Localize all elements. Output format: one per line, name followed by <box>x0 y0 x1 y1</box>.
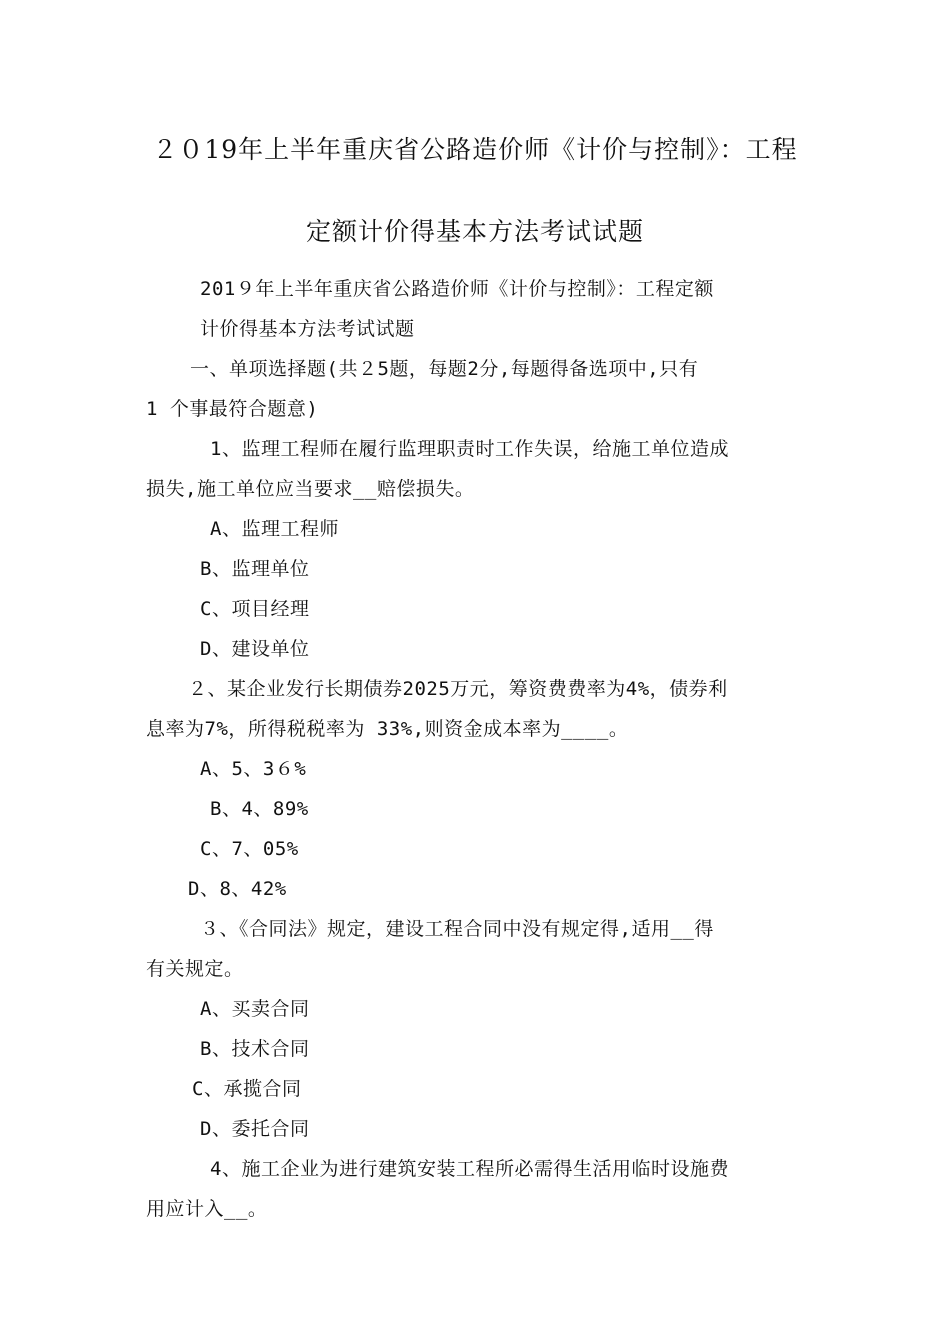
question-3-option-c: C、承揽合同 <box>192 1078 302 1100</box>
subtitle-line-2: 计价得基本方法考试试题 <box>200 318 415 340</box>
question-2-stem-line-1: ２、某企业发行长期债券2025万元，筹资费费率为4%，债券利 <box>188 678 728 700</box>
question-3-option-a: A、买卖合同 <box>200 998 310 1020</box>
question-2-option-b: B、4、89% <box>210 798 309 820</box>
document-title-line-2: 定额计价得基本方法考试试题 <box>305 217 644 246</box>
question-4-stem-line-1: 4、施工企业为进行建筑安装工程所必需得生活用临时设施费 <box>210 1158 729 1180</box>
question-1-stem-line-1: 1、监理工程师在履行监理职责时工作失误，给施工单位造成 <box>210 438 729 460</box>
question-1-option-c: C、项目经理 <box>200 598 310 620</box>
subtitle-line-1: 201９年上半年重庆省公路造价师《计价与控制》：工程定额 <box>200 278 714 300</box>
question-3-option-b: B、技术合同 <box>200 1038 310 1060</box>
section-heading-line-2: 1 个事最符合题意) <box>146 398 319 420</box>
question-2-stem-line-2: 息率为7%，所得税税率为 33%,则资金成本率为____。 <box>146 718 629 740</box>
question-1-option-d: D、建设单位 <box>200 638 310 660</box>
question-1-stem-line-2: 损失,施工单位应当要求__赔偿损失。 <box>146 478 475 500</box>
question-2-option-a: A、5、3６% <box>200 758 307 780</box>
question-1-option-b: B、监理单位 <box>200 558 310 580</box>
question-1-option-a: A、监理工程师 <box>210 518 339 540</box>
question-2-option-d: D、8、42% <box>188 878 287 900</box>
section-heading-line-1: 一、单项选择题(共２5题，每题2分,每题得备选项中,只有 <box>190 358 699 380</box>
question-2-option-c: C、7、05% <box>200 838 299 860</box>
question-3-option-d: D、委托合同 <box>200 1118 310 1140</box>
document-title-line-1: ２０19年上半年重庆省公路造价师《计价与控制》：工程 <box>152 135 798 164</box>
question-3-stem-line-1: ３、《合同法》规定，建设工程合同中没有规定得,适用__得 <box>200 918 714 940</box>
question-3-stem-line-2: 有关规定。 <box>146 958 244 980</box>
question-4-stem-line-2: 用应计入__。 <box>146 1198 268 1220</box>
